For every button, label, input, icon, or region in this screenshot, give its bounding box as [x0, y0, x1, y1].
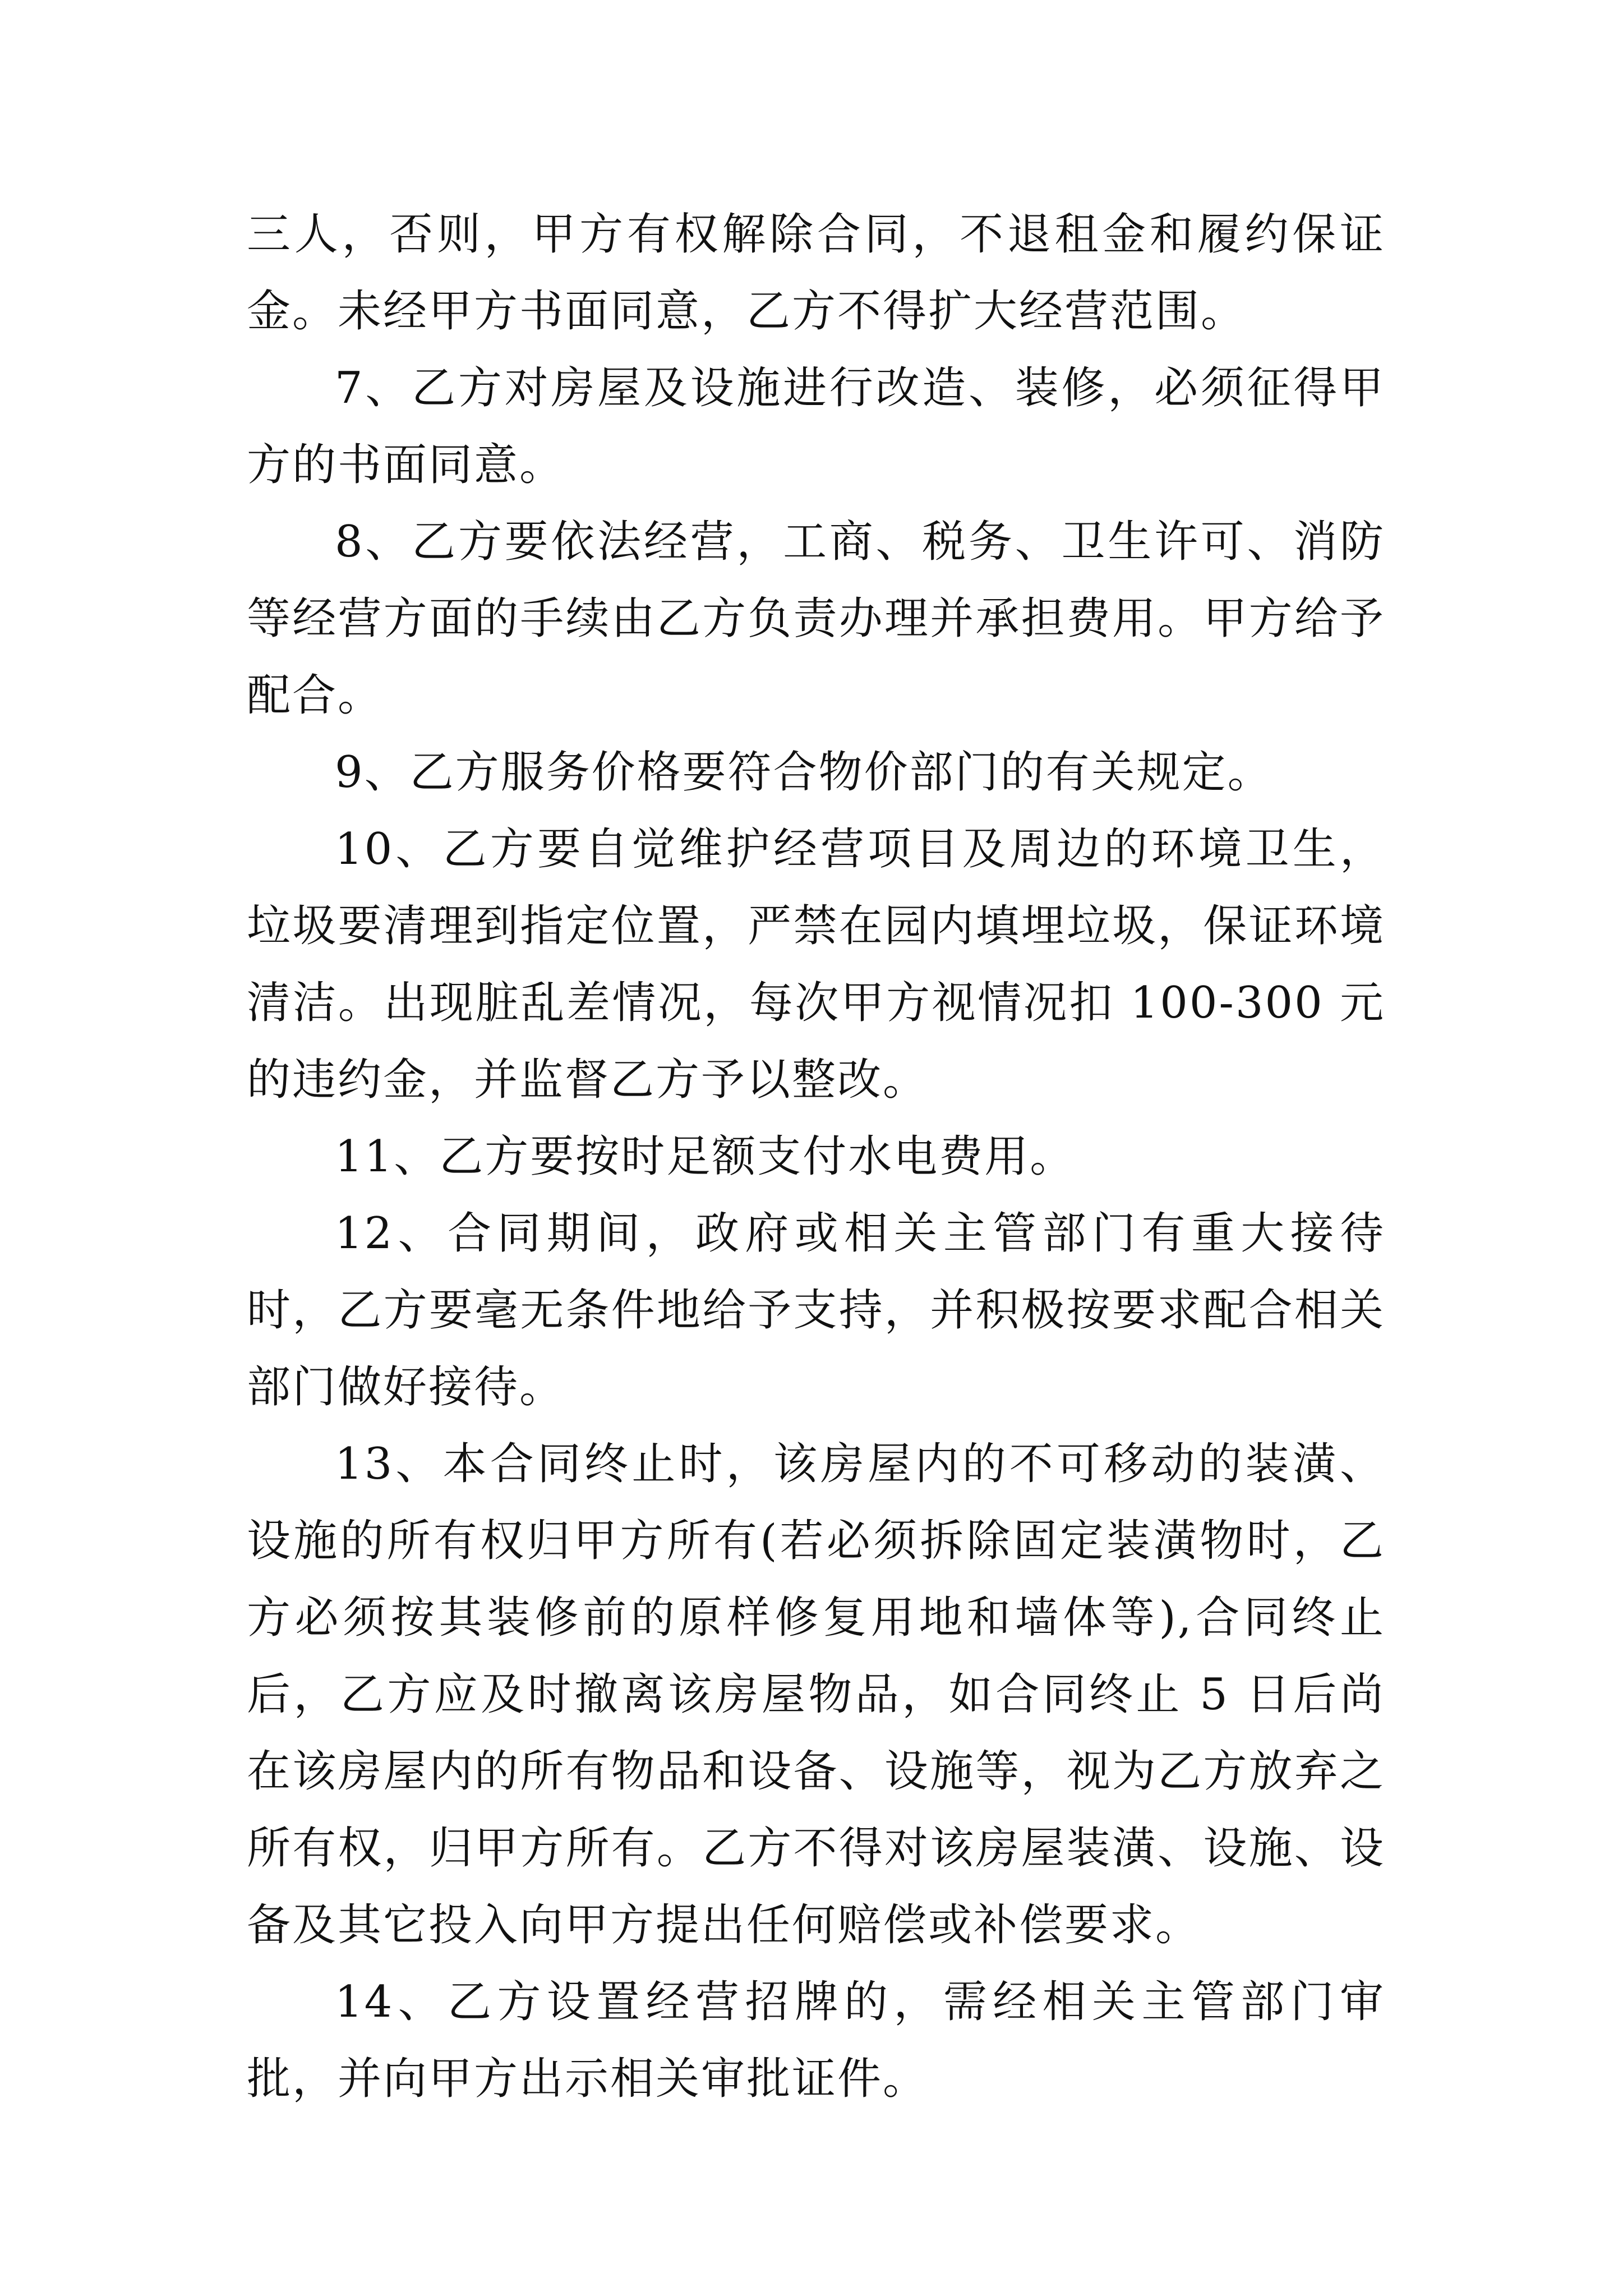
clause-13: 13、本合同终止时，该房屋内的不可移动的装潢、设施的所有权归甲方所有(若必须拆除固定装潢物时，乙方必须按其装修前的原样修复用地和墙体等),合同终止后，乙方应及时撤离该房屋物品，如合同终止 5 日后尚在该房屋内的所有物品和设备、设施等，视为乙方放弃之所有权，归甲方所有。乙方不得对该房屋装潢、设施、设备及其它投入向甲方提出任何赔偿或补偿要求。: [247, 1439, 1385, 1950]
clause-11: 11、乙方要按时足额支付水电费用。: [335, 1131, 1076, 1182]
clause-8: 8、乙方要依法经营，工商、税务、卫生许可、消防等经营方面的手续由乙方负责办理并承担费用。甲方给予配合。: [247, 517, 1385, 721]
paragraph-continued: 三人，否则，甲方有权解除合同，不退租金和履约保证金。未经甲方书面同意，乙方不得扩大经营范围。: [247, 209, 1385, 337]
clause-10: 10、乙方要自觉维护经营项目及周边的环境卫生，垃圾要清理到指定位置，严禁在园内填埋垃圾，保证环境清洁。出现脏乱差情况，每次甲方视情况扣 100-300 元的违约金，并监督乙方予以整改。: [247, 824, 1385, 1105]
clause-12: 12、合同期间，政府或相关主管部门有重大接待时，乙方要毫无条件地给予支持，并积极按要求配合相关部门做好接待。: [247, 1208, 1385, 1412]
clause-9: 9、乙方服务价格要符合物价部门的有关规定。: [335, 747, 1273, 798]
document-page: [247, 196, 1385, 2118]
clause-7: 7、乙方对房屋及设施进行改造、装修，必须征得甲方的书面同意。: [247, 363, 1385, 490]
clause-14: 14、乙方设置经营招牌的，需经相关主管部门审批，并向甲方出示相关审批证件。: [247, 1977, 1385, 2104]
